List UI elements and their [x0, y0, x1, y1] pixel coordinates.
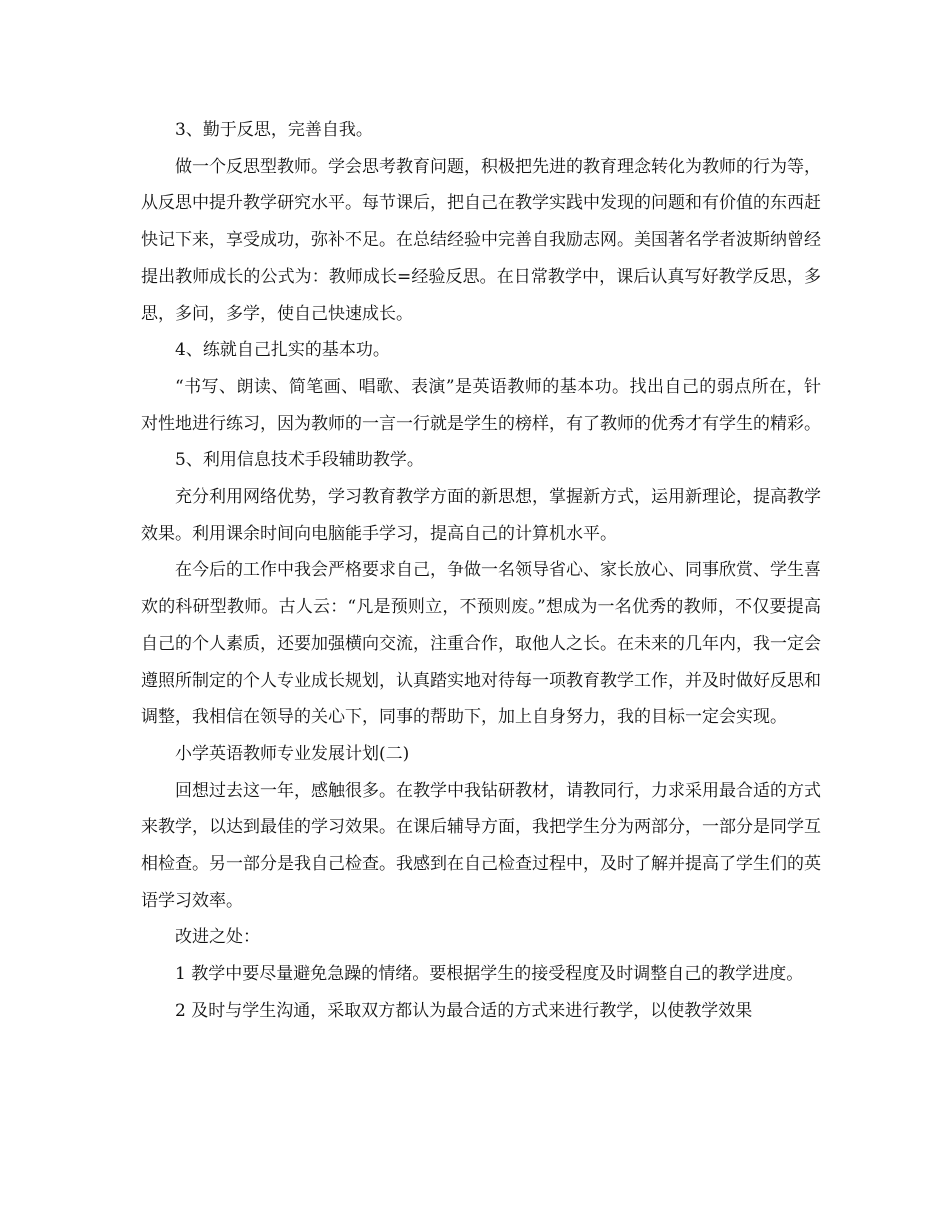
paragraph-improvement-2: 2 及时与学生沟通，采取双方都认为最合适的方式来进行教学，以使教学效果: [175, 1000, 753, 1021]
paragraph-improvement-1: 1 教学中要尽量避免急躁的情绪。要根据学生的接受程度及时调整自己的教学进度。: [175, 964, 804, 985]
paragraph-review: 回想过去这一年，感触很多。在教学中我钻研教材，请教同行，力求采用最合适的方式来教学，以达到最佳的学习效果。在课后辅导方面，我把学生分为两部分，一部分是同学互相检查。另一部分是我自己检查。我感到在自己检查过程中，及时了解并提高了学生们的英语学习效率。: [141, 780, 821, 911]
paragraph-heading-5: 5、利用信息技术手段辅助教学。: [175, 450, 424, 471]
paragraph-reflection: 做一个反思型教师。学会思考教育问题，积极把先进的教育理念转化为教师的行为等，从反思中提升教学研究水平。每节课后，把自己在教学实践中发现的问题和有价值的东西赶快记下来，享受成功，弥补不足。在总结经验中完善自我励志网。美国著名学者波斯纳曾经提出教师成长的公式为：教师成长=经验反思。在日常教学中，课后认真写好教学反思，多思，多问，多学，使自己快速成长。: [141, 156, 821, 324]
paragraph-future-work: 在今后的工作中我会严格要求自己，争做一名领导省心、家长放心、同事欣赏、学生喜欢的科研型教师。古人云：“凡是预则立，不预则废。”想成为一名优秀的教师，不仅要提高自己的个人素质，还要加强横向交流，注重合作，取他人之长。在未来的几年内，我一定会遵照所制定的个人专业成长规划，认真踏实地对待每一项教育教学工作，并及时做好反思和调整，我相信在领导的关心下，同事的帮助下，加上自身努力，我的目标一定会实现。: [141, 560, 821, 728]
paragraph-heading-4: 4、练就自己扎实的基本功。: [175, 340, 390, 361]
paragraph-heading-3: 3、勤于反思，完善自我。: [175, 120, 373, 140]
paragraph-improvements-heading: 改进之处：: [175, 927, 260, 948]
section-title-plan-2: 小学英语教师专业发展计划(二): [175, 743, 410, 764]
paragraph-it-teaching: 充分利用网络优势，学习教育教学方面的新思想，掌握新方式，运用新理论，提高教学效果。利用课余时间向电脑能手学习，提高自己的计算机水平。: [141, 487, 821, 544]
document-body: [141, 112, 821, 1030]
paragraph-basic-skills: “书写、朗读、简笔画、唱歌、表演”是英语教师的基本功。找出自己的弱点所在，针对性地进行练习，因为教师的一言一行就是学生的榜样，有了教师的优秀才有学生的精彩。: [141, 376, 821, 434]
